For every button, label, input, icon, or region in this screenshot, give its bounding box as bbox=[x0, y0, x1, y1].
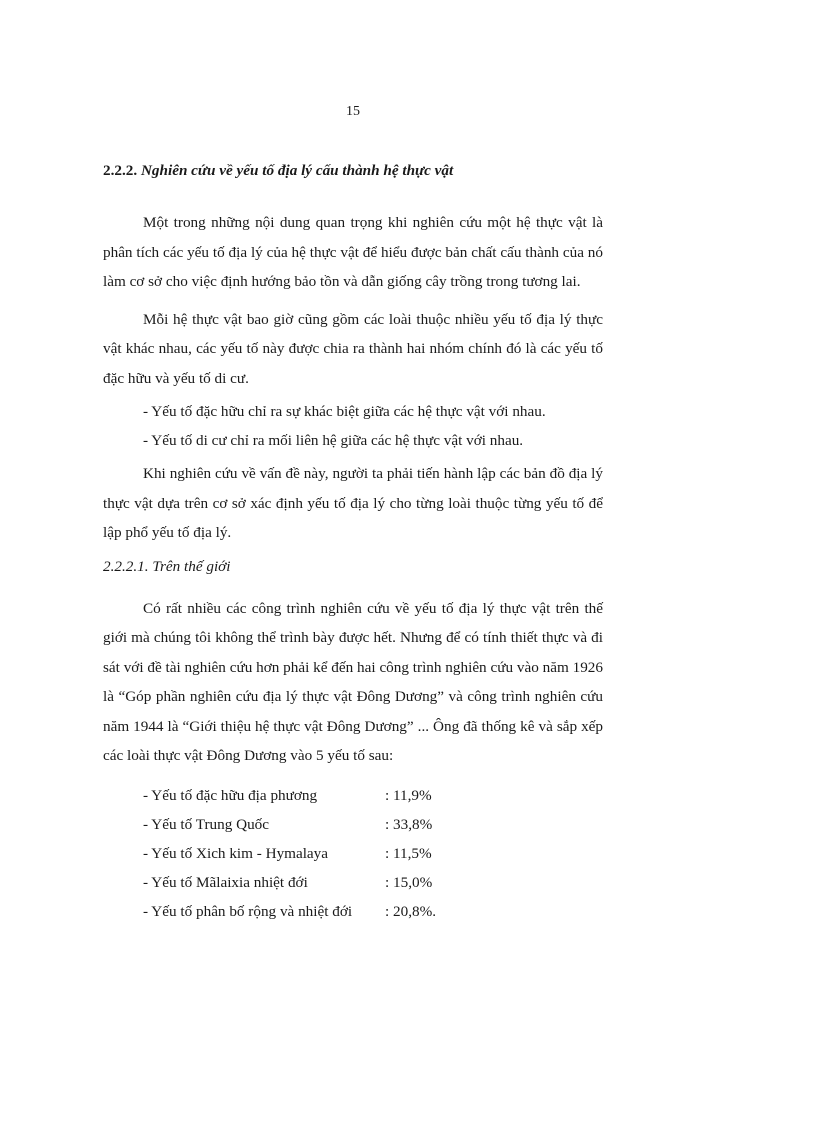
element-label: - Yếu tố Trung Quốc bbox=[143, 815, 270, 833]
bullet-migrant: - Yếu tố di cư chỉ ra mối liên hệ giữa các hệ thực vật với nhau. bbox=[143, 432, 524, 449]
element-label: - Yếu tố Xich kim - Hymalaya bbox=[143, 844, 329, 862]
bullet-endemic: - Yếu tố đặc hữu chỉ ra sự khác biệt giữa các hệ thực vật với nhau. bbox=[143, 403, 546, 420]
element-label: - Yếu tố phân bố rộng và nhiệt đới bbox=[143, 902, 353, 920]
paragraph-4: Có rất nhiều các công trình nghiên cứu về yếu tố địa lý thực vật trên thế giới mà chúng tôi không thể trình bày được hết. Nhưng để có tính thiết thực và đi sát với đề tài nghiên cứu hơn phải kể đến hai công trình nghiên cứu vào năm 1926 là “Góp phần nghiên cứu địa lý thực vật Đông Dương” và công trình nghiên cứu năm 1944 là “Giới thiệu hệ thực vật Đông Dương” ... Ông đã thống kê và sắp xếp các loài thực vật Đông Dương vào 5 yếu tố sau: bbox=[103, 599, 603, 764]
paragraph-1: Một trong những nội dung quan trọng khi nghiên cứu một hệ thực vật là phân tích các yếu tố địa lý của hệ thực vật để hiểu được bản chất cấu thành của nó làm cơ sở cho việc định hướng bảo tồn và dẫn giống cây trồng trong tương lai. bbox=[103, 214, 603, 290]
element-value: : 33,8% bbox=[385, 815, 433, 833]
section-heading bbox=[103, 160, 603, 182]
paragraph-3: Khi nghiên cứu về vấn đề này, người ta phải tiến hành lập các bản đồ địa lý thực vật dựa trên cơ sở xác định yếu tố địa lý cho từng loài thuộc từng yếu tố để lập phổ yếu tố địa lý. bbox=[103, 465, 603, 541]
element-value: : 11,9% bbox=[385, 786, 432, 804]
list-item bbox=[103, 839, 603, 868]
list-item bbox=[103, 868, 603, 897]
element-list bbox=[103, 781, 603, 926]
subsection-heading: 2.2.2.1. Trên thế giới bbox=[103, 557, 231, 575]
element-value: : 20,8%. bbox=[385, 902, 437, 920]
section-number: 2.2.2. bbox=[103, 162, 138, 179]
element-label: - Yếu tố Mãlaixia nhiệt đới bbox=[143, 873, 308, 891]
paragraph-2: Mỗi hệ thực vật bao giờ cũng gồm các loài thuộc nhiều yếu tố địa lý thực vật khác nhau, các yếu tố này được chia ra thành hai nhóm chính đó là các yếu tố đặc hữu và yếu tố di cư. bbox=[103, 310, 603, 387]
element-value: : 15,0% bbox=[385, 873, 433, 891]
element-label: - Yếu tố đặc hữu địa phương bbox=[143, 786, 318, 804]
list-item bbox=[103, 897, 603, 926]
page-number: 15 bbox=[346, 104, 360, 119]
element-value: : 11,5% bbox=[385, 844, 432, 862]
list-item bbox=[103, 810, 603, 839]
list-item bbox=[103, 781, 603, 810]
page-content bbox=[103, 160, 603, 926]
section-title: Nghiên cứu về yếu tố địa lý cấu thành hệ thực vật bbox=[140, 162, 454, 179]
